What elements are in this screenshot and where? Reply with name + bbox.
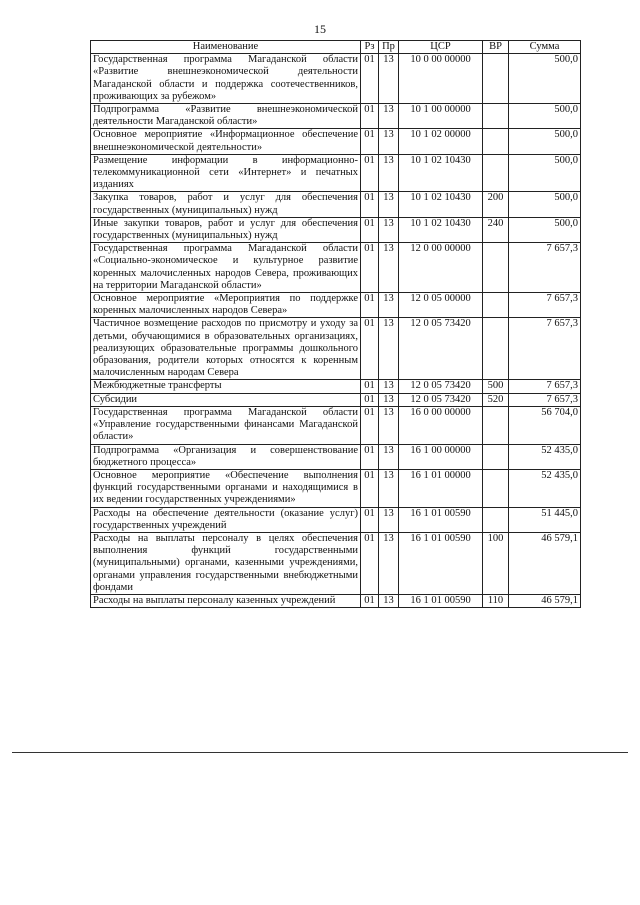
row-csr: 12 0 05 73420 [399, 318, 483, 380]
row-pr: 13 [379, 532, 399, 594]
row-vr [483, 104, 509, 129]
row-vr: 240 [483, 217, 509, 242]
row-rz: 01 [361, 469, 379, 507]
header-rz: Рз [361, 41, 379, 54]
row-rz: 01 [361, 217, 379, 242]
row-csr: 16 1 01 00590 [399, 594, 483, 607]
row-sum: 46 579,1 [509, 594, 581, 607]
row-vr: 520 [483, 393, 509, 406]
row-rz: 01 [361, 318, 379, 380]
row-vr [483, 154, 509, 192]
row-vr [483, 444, 509, 469]
row-csr: 10 0 00 00000 [399, 54, 483, 104]
row-name: Размещение информации в информационно-телекоммуникационной сети «Интернет» и печатных изданиях [91, 154, 361, 192]
row-sum: 7 657,3 [509, 393, 581, 406]
row-csr: 12 0 00 00000 [399, 243, 483, 293]
header-vr: ВР [483, 41, 509, 54]
row-csr: 10 1 02 10430 [399, 192, 483, 217]
header-pr: Пр [379, 41, 399, 54]
row-csr: 16 1 01 00590 [399, 507, 483, 532]
budget-table [90, 40, 581, 608]
table-row [91, 532, 581, 594]
row-rz: 01 [361, 104, 379, 129]
row-pr: 13 [379, 406, 399, 444]
row-name: Субсидии [91, 393, 361, 406]
row-rz: 01 [361, 129, 379, 154]
row-name: Государственная программа Магаданской области «Управление государственными финансами Магаданской области» [91, 406, 361, 444]
row-vr [483, 507, 509, 532]
row-rz: 01 [361, 293, 379, 318]
row-pr: 13 [379, 243, 399, 293]
row-sum: 51 445,0 [509, 507, 581, 532]
row-name: Частичное возмещение расходов по присмотру и уходу за детьми, обучающимися в образовательных организациях, реализующих образовательные программы дошкольного образования, родители которых относятся к коренным малочисленным народам Севера [91, 318, 361, 380]
row-csr: 16 1 01 00000 [399, 469, 483, 507]
row-pr: 13 [379, 54, 399, 104]
row-sum: 500,0 [509, 154, 581, 192]
row-sum: 500,0 [509, 104, 581, 129]
table-row [91, 393, 581, 406]
row-pr: 13 [379, 393, 399, 406]
table-row [91, 380, 581, 393]
row-name: Закупка товаров, работ и услуг для обеспечения государственных (муниципальных) нужд [91, 192, 361, 217]
row-rz: 01 [361, 54, 379, 104]
row-vr [483, 243, 509, 293]
row-sum: 56 704,0 [509, 406, 581, 444]
row-name: Подпрограмма «Организация и совершенствование бюджетного процесса» [91, 444, 361, 469]
row-csr: 10 1 00 00000 [399, 104, 483, 129]
row-sum: 500,0 [509, 129, 581, 154]
row-pr: 13 [379, 129, 399, 154]
table-row [91, 444, 581, 469]
row-vr [483, 469, 509, 507]
row-name: Основное мероприятие «Мероприятия по поддержке коренных малочисленных народов Севера» [91, 293, 361, 318]
row-rz: 01 [361, 406, 379, 444]
row-rz: 01 [361, 594, 379, 607]
row-rz: 01 [361, 192, 379, 217]
table-row [91, 507, 581, 532]
table-row [91, 54, 581, 104]
table-row [91, 192, 581, 217]
table-row [91, 129, 581, 154]
table-row [91, 594, 581, 607]
row-rz: 01 [361, 380, 379, 393]
row-name: Государственная программа Магаданской области «Развитие внешнеэкономической деятельности Магаданской области и поддержка соотечественников, проживающих за рубежом» [91, 54, 361, 104]
row-pr: 13 [379, 469, 399, 507]
row-rz: 01 [361, 444, 379, 469]
row-sum: 52 435,0 [509, 444, 581, 469]
row-vr: 200 [483, 192, 509, 217]
row-sum: 7 657,3 [509, 318, 581, 380]
row-csr: 12 0 05 73420 [399, 380, 483, 393]
row-name: Государственная программа Магаданской области «Социально-экономическое и культурное развитие коренных малочисленных народов Севера, проживающих на территории Магаданской области» [91, 243, 361, 293]
row-pr: 13 [379, 318, 399, 380]
row-sum: 7 657,3 [509, 293, 581, 318]
row-vr: 100 [483, 532, 509, 594]
row-rz: 01 [361, 507, 379, 532]
row-sum: 52 435,0 [509, 469, 581, 507]
row-pr: 13 [379, 293, 399, 318]
row-name: Иные закупки товаров, работ и услуг для обеспечения государственных (муниципальных) нужд [91, 217, 361, 242]
row-pr: 13 [379, 594, 399, 607]
row-name: Расходы на выплаты персоналу казенных учреждений [91, 594, 361, 607]
row-csr: 16 1 00 00000 [399, 444, 483, 469]
row-vr [483, 293, 509, 318]
row-name: Основное мероприятие «Обеспечение выполнения функций государственными органами и находящимися в их ведении государственных учреждениями» [91, 469, 361, 507]
row-csr: 16 1 01 00590 [399, 532, 483, 594]
row-pr: 13 [379, 192, 399, 217]
row-name: Подпрограмма «Развитие внешнеэкономической деятельности Магаданской области» [91, 104, 361, 129]
page-number: 15 [314, 22, 326, 36]
table-row [91, 406, 581, 444]
row-pr: 13 [379, 154, 399, 192]
header-csr: ЦСР [399, 41, 483, 54]
row-name: Межбюджетные трансферты [91, 380, 361, 393]
header-sum: Сумма [509, 41, 581, 54]
table-row [91, 154, 581, 192]
row-vr: 110 [483, 594, 509, 607]
row-vr: 500 [483, 380, 509, 393]
row-csr: 10 1 02 10430 [399, 154, 483, 192]
row-vr [483, 54, 509, 104]
row-sum: 7 657,3 [509, 243, 581, 293]
row-rz: 01 [361, 243, 379, 293]
header-name: Наименование [91, 41, 361, 54]
row-name: Основное мероприятие «Информационное обеспечение внешнеэкономической деятельности» [91, 129, 361, 154]
row-sum: 46 579,1 [509, 532, 581, 594]
table-row [91, 293, 581, 318]
row-pr: 13 [379, 104, 399, 129]
row-sum: 500,0 [509, 217, 581, 242]
row-pr: 13 [379, 380, 399, 393]
row-vr [483, 129, 509, 154]
row-name: Расходы на обеспечение деятельности (оказание услуг) государственных учреждений [91, 507, 361, 532]
row-pr: 13 [379, 217, 399, 242]
table-row [91, 104, 581, 129]
row-sum: 500,0 [509, 192, 581, 217]
row-vr [483, 318, 509, 380]
row-csr: 10 1 02 10430 [399, 217, 483, 242]
row-csr: 12 0 05 73420 [399, 393, 483, 406]
row-rz: 01 [361, 532, 379, 594]
footer-divider [12, 752, 628, 753]
row-pr: 13 [379, 444, 399, 469]
row-sum: 500,0 [509, 54, 581, 104]
row-rz: 01 [361, 393, 379, 406]
row-csr: 12 0 05 00000 [399, 293, 483, 318]
row-csr: 10 1 02 00000 [399, 129, 483, 154]
row-rz: 01 [361, 154, 379, 192]
table-header-row [91, 41, 581, 54]
table-row [91, 243, 581, 293]
table-row [91, 318, 581, 380]
row-vr [483, 406, 509, 444]
row-csr: 16 0 00 00000 [399, 406, 483, 444]
table-row [91, 217, 581, 242]
table-row [91, 469, 581, 507]
row-name: Расходы на выплаты персоналу в целях обеспечения выполнения функций государственными (муниципальными) органами, казенными учреждениями, органами управления государственными внебюджетными фондами [91, 532, 361, 594]
row-pr: 13 [379, 507, 399, 532]
row-sum: 7 657,3 [509, 380, 581, 393]
